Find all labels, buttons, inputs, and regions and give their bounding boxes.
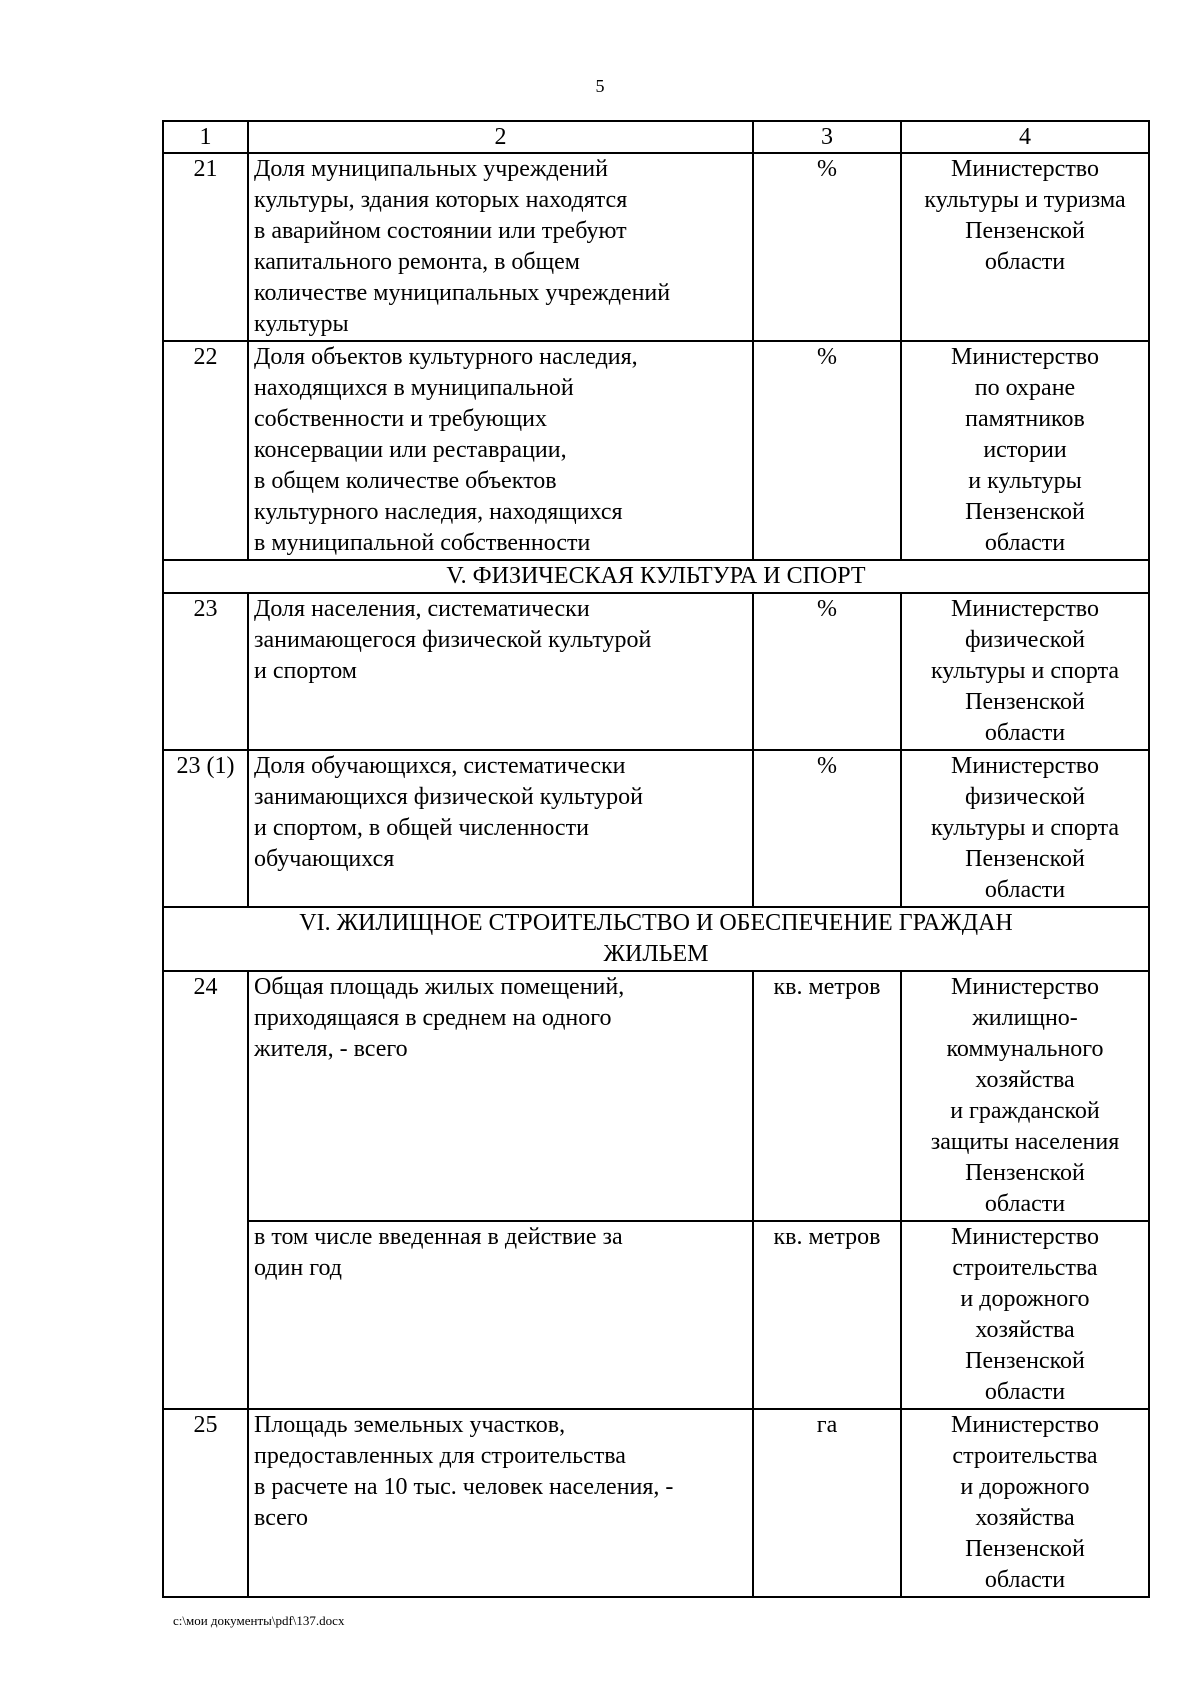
description-line: капитального ремонта, в общем [254,249,580,275]
description-line: Доля муниципальных учреждений [254,156,608,182]
unit-cell: % [753,153,901,341]
indicator-description [248,750,753,907]
table-row-24-sub [163,1221,1149,1409]
ministry-line: Министерство [951,974,1099,1000]
ministry-line: области [984,1191,1066,1217]
table-row-22 [163,341,1149,560]
ministry-line: истории [983,437,1067,463]
ministry-line: защиты населения [930,1129,1120,1155]
responsible-ministry [901,593,1149,750]
row-number: 21 [163,153,248,341]
ministry-line: Министерство [951,1224,1099,1250]
indicator-description [248,341,753,560]
row-number: 23 [163,593,248,750]
ministry-line: и дорожного [960,1474,1090,1500]
ministry-line: по охране [974,375,1076,401]
indicator-description [248,153,753,341]
page-number: 5 [595,76,605,96]
row-number: 25 [163,1409,248,1597]
ministry-line: памятников [965,406,1085,432]
ministry-line: строительства [952,1443,1098,1469]
ministry-line: и гражданской [950,1098,1100,1124]
description-line: культурного наследия, находящихся [254,499,623,525]
header-col-1: 1 [163,121,248,153]
description-line: Доля обучающихся, систематически [254,753,626,779]
ministry-line: области [984,249,1066,275]
ministry-line: хозяйства [975,1317,1075,1343]
responsible-ministry [901,750,1149,907]
ministry-line: физической [965,784,1085,810]
ministry-line: культуры и туризма [924,187,1126,213]
ministry-line: области [984,877,1066,903]
indicator-description [248,1409,753,1597]
ministry-line: физической [965,627,1085,653]
unit-cell: % [753,750,901,907]
document-path-footer: c:\мои документы\pdf\137.docx [173,1613,345,1628]
description-line: жителя, - всего [254,1036,408,1062]
description-line: количестве муниципальных учреждений [254,280,671,306]
table-row-23 [163,593,1149,750]
responsible-ministry [901,1221,1149,1409]
description-line: Доля населения, систематически [254,596,590,622]
description-line: находящихся в муниципальной [254,375,574,401]
ministry-line: Министерство [951,596,1099,622]
description-line: в том числе введенная в действие за [254,1224,623,1250]
section-heading-line: VI. ЖИЛИЩНОЕ СТРОИТЕЛЬСТВО И ОБЕСПЕЧЕНИЕ ГРАЖДАН [299,910,1013,936]
ministry-line: Пензенской [965,846,1085,872]
ministry-line: Пензенской [965,1536,1085,1562]
row-number: 24 [163,971,248,1409]
description-line: Площадь земельных участков, [254,1412,566,1438]
table-row-23-1 [163,750,1149,907]
description-line: приходящаяся в среднем на одного [254,1005,612,1031]
section-heading [163,907,1149,971]
header-col-3: 3 [753,121,901,153]
unit-cell: га [753,1409,901,1597]
ministry-line: жилищно- [972,1005,1078,1031]
ministry-line: коммунального [946,1036,1104,1062]
responsible-ministry [901,341,1149,560]
ministry-line: хозяйства [975,1505,1075,1531]
ministry-line: области [984,720,1066,746]
section-row-physical-culture [163,560,1149,593]
ministry-line: области [984,1567,1066,1593]
section-heading-line: ЖИЛЬЕМ [603,941,709,967]
ministry-line: Пензенской [965,499,1085,525]
unit-cell: кв. метров [753,1221,901,1409]
description-line: занимающегося физической культурой [254,627,652,653]
ministry-line: Министерство [951,156,1099,182]
ministry-line: Пензенской [965,1348,1085,1374]
ministry-line: области [984,530,1066,556]
description-line: в муниципальной собственности [254,530,591,556]
description-line: всего [254,1505,309,1531]
ministry-line: хозяйства [975,1067,1075,1093]
row-number: 23 (1) [163,750,248,907]
row-number: 22 [163,341,248,560]
ministry-line: Пензенской [965,689,1085,715]
ministry-line: и культуры [968,468,1082,494]
indicator-description [248,971,753,1221]
ministry-line: Министерство [951,753,1099,779]
header-col-4: 4 [901,121,1149,153]
header-col-2: 2 [248,121,753,153]
description-line: в аварийном состоянии или требуют [254,218,627,244]
description-line: культуры [254,311,349,337]
indicator-description [248,593,753,750]
table-row-24 [163,971,1149,1221]
ministry-line: культуры и спорта [930,658,1120,684]
unit-cell: кв. метров [753,971,901,1221]
indicator-description [248,1221,753,1409]
description-line: и спортом, в общей численности [254,815,589,841]
ministry-line: области [984,1379,1066,1405]
responsible-ministry [901,971,1149,1221]
description-line: консервации или реставрации, [254,437,567,463]
description-line: Общая площадь жилых помещений, [254,974,625,1000]
ministry-line: Пензенской [965,218,1085,244]
description-line: собственности и требующих [254,406,547,432]
ministry-line: Министерство [951,1412,1099,1438]
responsible-ministry [901,153,1149,341]
description-line: один год [254,1255,342,1281]
description-line: предоставленных для строительства [254,1443,626,1469]
description-line: Доля объектов культурного наследия, [254,344,638,370]
table-row-25 [163,1409,1149,1597]
description-line: занимающихся физической культурой [254,784,644,810]
ministry-line: культуры и спорта [930,815,1120,841]
description-line: обучающихся [254,846,395,872]
indicators-table [162,120,1150,1598]
description-line: культуры, здания которых находятся [254,187,628,213]
section-heading: V. ФИЗИЧЕСКАЯ КУЛЬТУРА И СПОРТ [163,560,1149,593]
ministry-line: строительства [952,1255,1098,1281]
section-row-housing [163,907,1149,971]
description-line: и спортом [254,658,357,684]
unit-cell: % [753,593,901,750]
responsible-ministry [901,1409,1149,1597]
description-line: в расчете на 10 тыс. человек населения, - [254,1474,674,1500]
ministry-line: и дорожного [960,1286,1090,1312]
description-line: в общем количестве объектов [254,468,557,494]
table-row-21 [163,153,1149,341]
ministry-line: Министерство [951,344,1099,370]
ministry-line: Пензенской [965,1160,1085,1186]
unit-cell: % [753,341,901,560]
table-header-row [163,121,1149,153]
